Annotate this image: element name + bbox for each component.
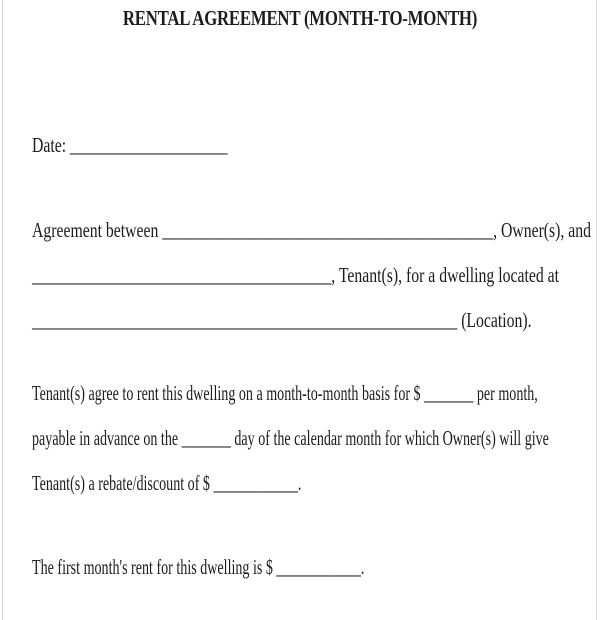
location-blank: ______________________________________________________ <box>32 308 458 332</box>
parties-line-1 <box>32 208 591 253</box>
first-month-line <box>32 545 364 590</box>
page-edge-left <box>2 0 3 620</box>
first-month-rent-text: The first month's rent for this dwelling is $ <box>32 555 273 579</box>
terms-line-2 <box>32 416 549 461</box>
date-label: Date: <box>32 133 67 157</box>
payment-day-blank: _______ <box>181 426 231 450</box>
terms-line-3 <box>32 461 549 506</box>
rebate-amount-blank: ____________ <box>213 471 298 495</box>
per-month-text: per month, <box>476 381 538 405</box>
tenants-label: , Tenant(s), for a dwelling located at <box>331 263 560 287</box>
document-title: RENTAL AGREEMENT (MONTH-TO-MONTH) <box>122 6 478 30</box>
payable-in-advance-text: payable in advance on the <box>32 426 179 450</box>
location-label: (Location). <box>461 308 532 332</box>
owners-name-blank: __________________________________________ <box>162 218 494 242</box>
tenants-name-blank: ______________________________________ <box>32 263 332 287</box>
date-line <box>32 123 228 168</box>
parties-paragraph <box>32 208 591 343</box>
terms-line-1-text: Tenant(s) agree to rent this dwelling on a month-to-month basis for $ <box>32 381 421 405</box>
owners-label: , Owner(s), and <box>493 218 592 242</box>
first-month-rent-blank: ____________ <box>276 555 361 579</box>
parties-line-3 <box>32 298 591 343</box>
parties-line-2 <box>32 253 591 298</box>
agreement-between-text: Agreement between <box>32 218 159 242</box>
calendar-month-text: day of the calendar month for which Owner(s) will give <box>234 426 549 450</box>
first-month-period-text: . <box>360 555 365 579</box>
terms-paragraph <box>32 371 549 506</box>
rebate-period-text: . <box>297 471 302 495</box>
page-edge-right <box>596 0 597 620</box>
rebate-discount-text: Tenant(s) a rebate/discount of $ <box>32 471 210 495</box>
rent-amount-blank: _______ <box>424 381 474 405</box>
date-blank: ____________________ <box>70 133 228 157</box>
terms-line-1 <box>32 371 549 416</box>
